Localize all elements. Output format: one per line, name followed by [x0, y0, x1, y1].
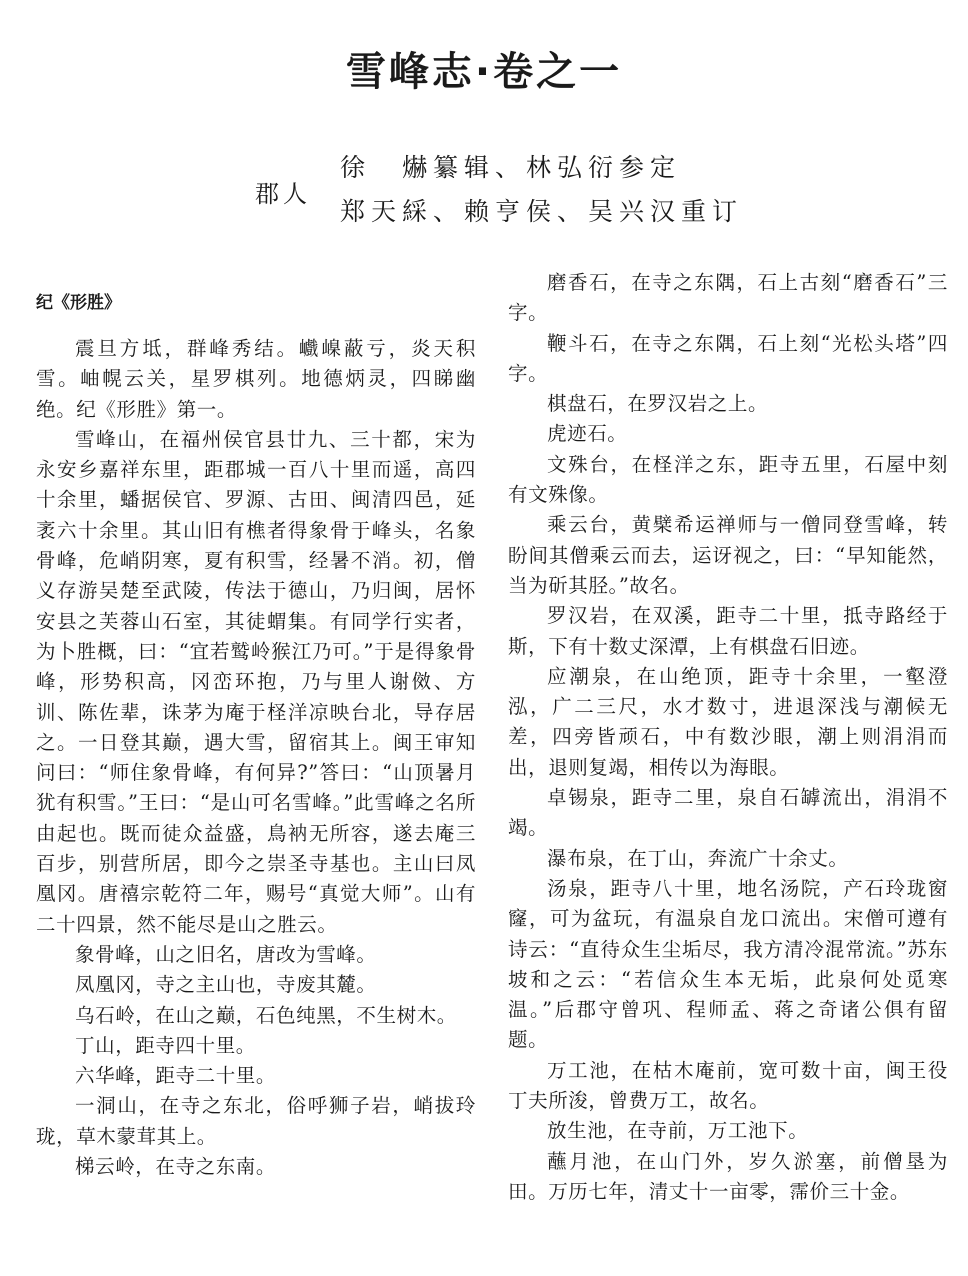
byline-line-2: 郑天綵、赖亨侯、吴兴汉重订	[340, 197, 744, 226]
page-title: 雪峰志·卷之一	[345, 49, 623, 95]
right-column	[508, 268, 948, 1228]
paragraph: 象骨峰，山之旧名，唐改为雪峰。	[75, 942, 377, 966]
section-heading: 纪《形胜》	[36, 293, 121, 313]
paragraph: 雪峰山，在福州侯官县廿九、三十都，宋为永安乡嘉祥东里，距郡城一百八十里而遥，高四十余里，蟠据侯官、罗源、古田、闽清四邑，延袤六十余里。其山旧有樵者得象骨于峰头，名象骨峰，危峭阴寒，夏有积雪，经暑不消。初，僧义存游吴楚至武陵，传法于德山，乃归闽，居怀安县之芙蓉山石室，其徒蝟集。有同学行实者，为卜胜概，曰：“宜若鹫岭猴江乃可。”于是得象骨峰，形势积高，冈峦环抱，乃与里人谢傚、方训、陈佐辈，诛茅为庵于柽洋凉映台北，导存居之。一日登其巅，遇大雪，留宿其上。闽王审知问曰：“师住象骨峰，有何异?”答曰：“山顶暑月犹有积雪。”王曰：“是山可名雪峰。”此雪峰之名所由起也。既而徒众益盛，鳥衲无所容，遂去庵三百步，别营所居，即今之崇圣寺基也。主山曰凤凰冈。唐禧宗乾符二年，赐号“真觉大师”。山有二十四景，然不能尽是山之胜云。	[36, 427, 476, 936]
paragraph: 应潮泉，在山绝顶，距寺十余里，一壑澄泓，广二三尺，水才数寸，进退深浅与潮候无差，四旁皆顽石，中有数沙眼，潮上则涓涓而出，退则复竭，相传以为海眼。	[508, 664, 948, 779]
paragraph: 丁山，距寺四十里。	[75, 1033, 256, 1057]
paragraph: 梯云岭，在寺之东南。	[75, 1155, 277, 1179]
paragraph: 凤凰冈，寺之主山也，寺废其麓。	[75, 973, 377, 997]
byline-line-1: 徐 爀纂辑、林弘衍参定	[340, 153, 682, 182]
paragraph: 万工池，在枯木庵前，宽可数十亩，闽王役丁夫所浚，曾费万工，故名。	[508, 1058, 948, 1113]
paragraph: 磨香石，在寺之东隅，石上古刻“磨香石”三字。	[508, 271, 948, 325]
paragraph: 虎迹石。	[547, 422, 628, 446]
paragraph: 乘云台，黄檗希运禅师与一僧同登雪峰，转盼间其僧乘云而去，运讶视之，曰：“早知能然，当为斫其胫。”故名。	[508, 513, 948, 597]
paragraph: 放生池，在寺前，万工池下。	[547, 1119, 809, 1143]
paragraph: 震旦方坻，群峰秀结。巇嵲蔽亏，炎天积雪。岫幌云关，星罗棋列。地德炳灵，四睇幽绝。纪《形胜》第一。	[36, 337, 476, 421]
paragraph: 鞭斗石，在寺之东隅，石上刻“光松头塔”四字。	[508, 331, 948, 385]
paragraph: 乌石岭，在山之巅，石色纯黑，不生树木。	[75, 1003, 457, 1027]
left-column	[36, 290, 476, 1250]
paragraph: 蘸月池，在山门外，岁久淤塞，前僧垦为田。万历七年，清丈十一亩零，霈价三十金。	[508, 1149, 948, 1203]
paragraph: 六华峰，距寺二十里。	[75, 1064, 277, 1088]
paragraph: 文殊台，在柽洋之东，距寺五里，石屋中刻有文殊像。	[508, 452, 948, 507]
paragraph: 卓锡泉，距寺二里，泉自石罅流出，涓涓不竭。	[508, 786, 948, 840]
paragraph: 罗汉岩，在双溪，距寺二十里，抵寺路经于斯，下有十数丈深潭，上有棋盘石旧迹。	[508, 604, 948, 658]
byline	[255, 148, 755, 248]
byline-prefix: 郡人	[255, 180, 311, 208]
paragraph: 瀑布泉，在丁山，奔流广十余丈。	[547, 846, 849, 870]
paragraph: 一洞山，在寺之东北，俗呼狮子岩，峭拔玲珑，草木蒙茸其上。	[36, 1094, 476, 1148]
paragraph: 汤泉，距寺八十里，地名汤院，产石玲珑窗窿，可为盆玩，有温泉自龙口流出。宋僧可遵有诗云：“直待众生尘垢尽，我方清冷混常流。”苏东坡和之云：“若信众生本无垢，此泉何处觅寒温。”后郡守曾巩、程师孟、蒋之奇诸公俱有留题。	[508, 876, 948, 1052]
paragraph: 棋盘石，在罗汉岩之上。	[547, 392, 769, 416]
